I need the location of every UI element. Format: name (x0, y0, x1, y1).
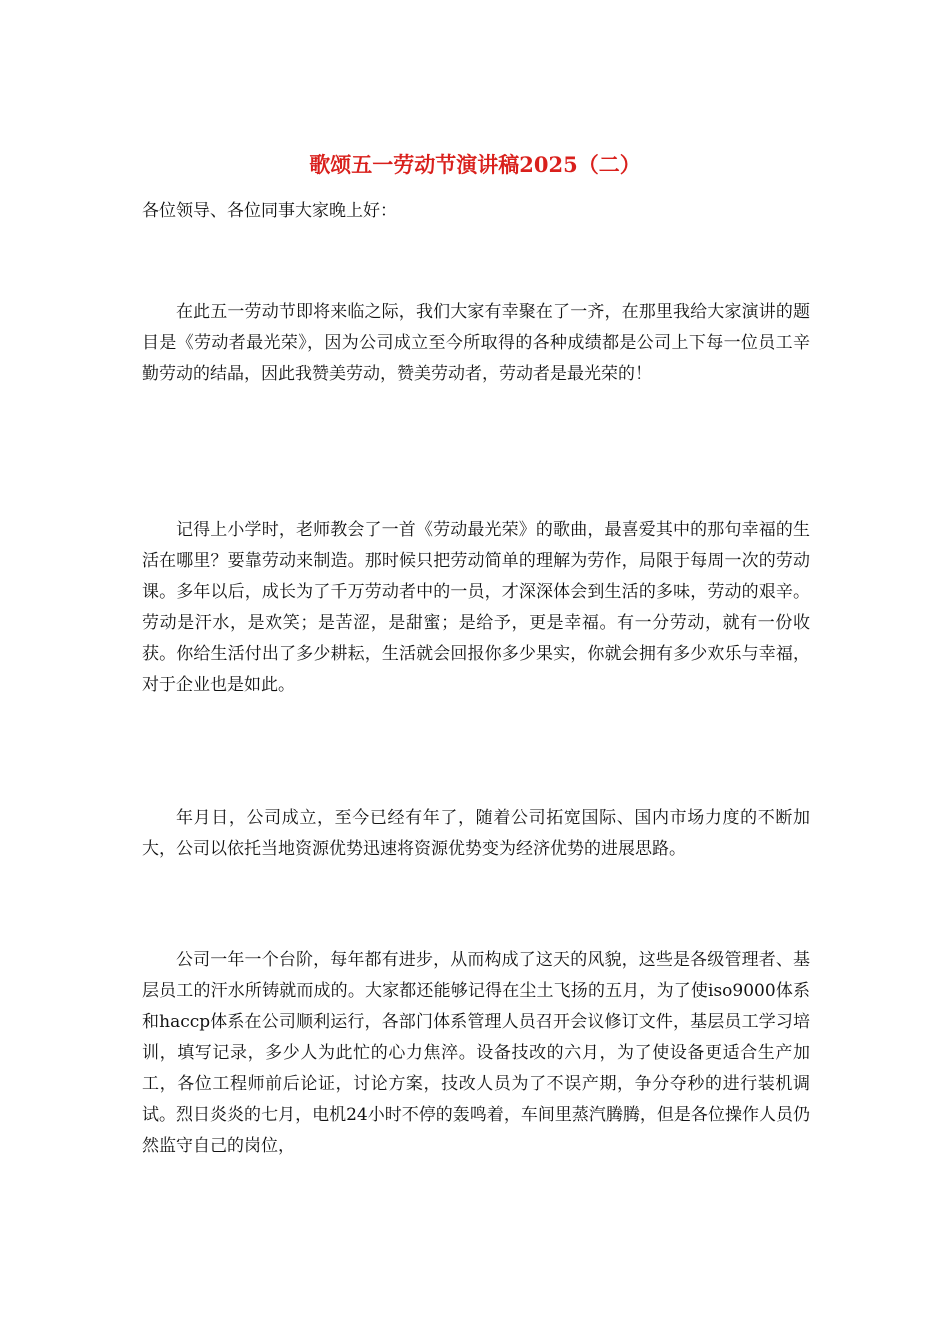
paragraph-3: 年月日，公司成立，至今已经有年了，随着公司拓宽国际、国内市场力度的不断加大，公司以依托当地资源优势迅速将资源优势变为经济优势的进展思路。 (142, 808, 810, 859)
greeting-line: 各位领导、各位同事大家晚上好： (142, 201, 397, 221)
paragraph-1: 在此五一劳动节即将来临之际，我们大家有幸聚在了一齐，在那里我给大家演讲的题目是《劳动者最光荣》，因为公司成立至今所取得的各种成绩都是公司上下每一位员工辛勤劳动的结晶，因此我赞美劳动，赞美劳动者，劳动者是最光荣的！ (142, 302, 810, 384)
document-title: 歌颂五一劳动节演讲稿2025（二） (309, 152, 641, 177)
paragraph-2: 记得上小学时，老师教会了一首《劳动最光荣》的歌曲，最喜爱其中的那句幸福的生活在哪里？要靠劳动来制造。那时候只把劳动简单的理解为劳作，局限于每周一次的劳动课。多年以后，成长为了千万劳动者中的一员，才深深体会到生活的多味，劳动的艰辛。劳动是汗水，是欢笑；是苦涩，是甜蜜；是给予，更是幸福。有一分劳动，就有一份收获。你给生活付出了多少耕耘，生活就会回报你多少果实，你就会拥有多少欢乐与幸福，对于企业也是如此。 (142, 520, 810, 695)
paragraph-4: 公司一年一个台阶，每年都有进步，从而构成了这天的风貌，这些是各级管理者、基层员工的汗水所铸就而成的。大家都还能够记得在尘土飞扬的五月，为了使iso9000体系和haccp体系在公司顺利运行，各部门体系管理人员召开会议修订文件，基层员工学习培训，填写记录，多少人为此忙的心力焦淬。设备技改的六月，为了使设备更适合生产加工，各位工程师前后论证，讨论方案，技改人员为了不误产期，争分夺秒的进行装机调试。烈日炎炎的七月，电机24小时不停的轰鸣着，车间里蒸汽腾腾，但是各位操作人员仍然监守自己的岗位， (142, 950, 810, 1156)
